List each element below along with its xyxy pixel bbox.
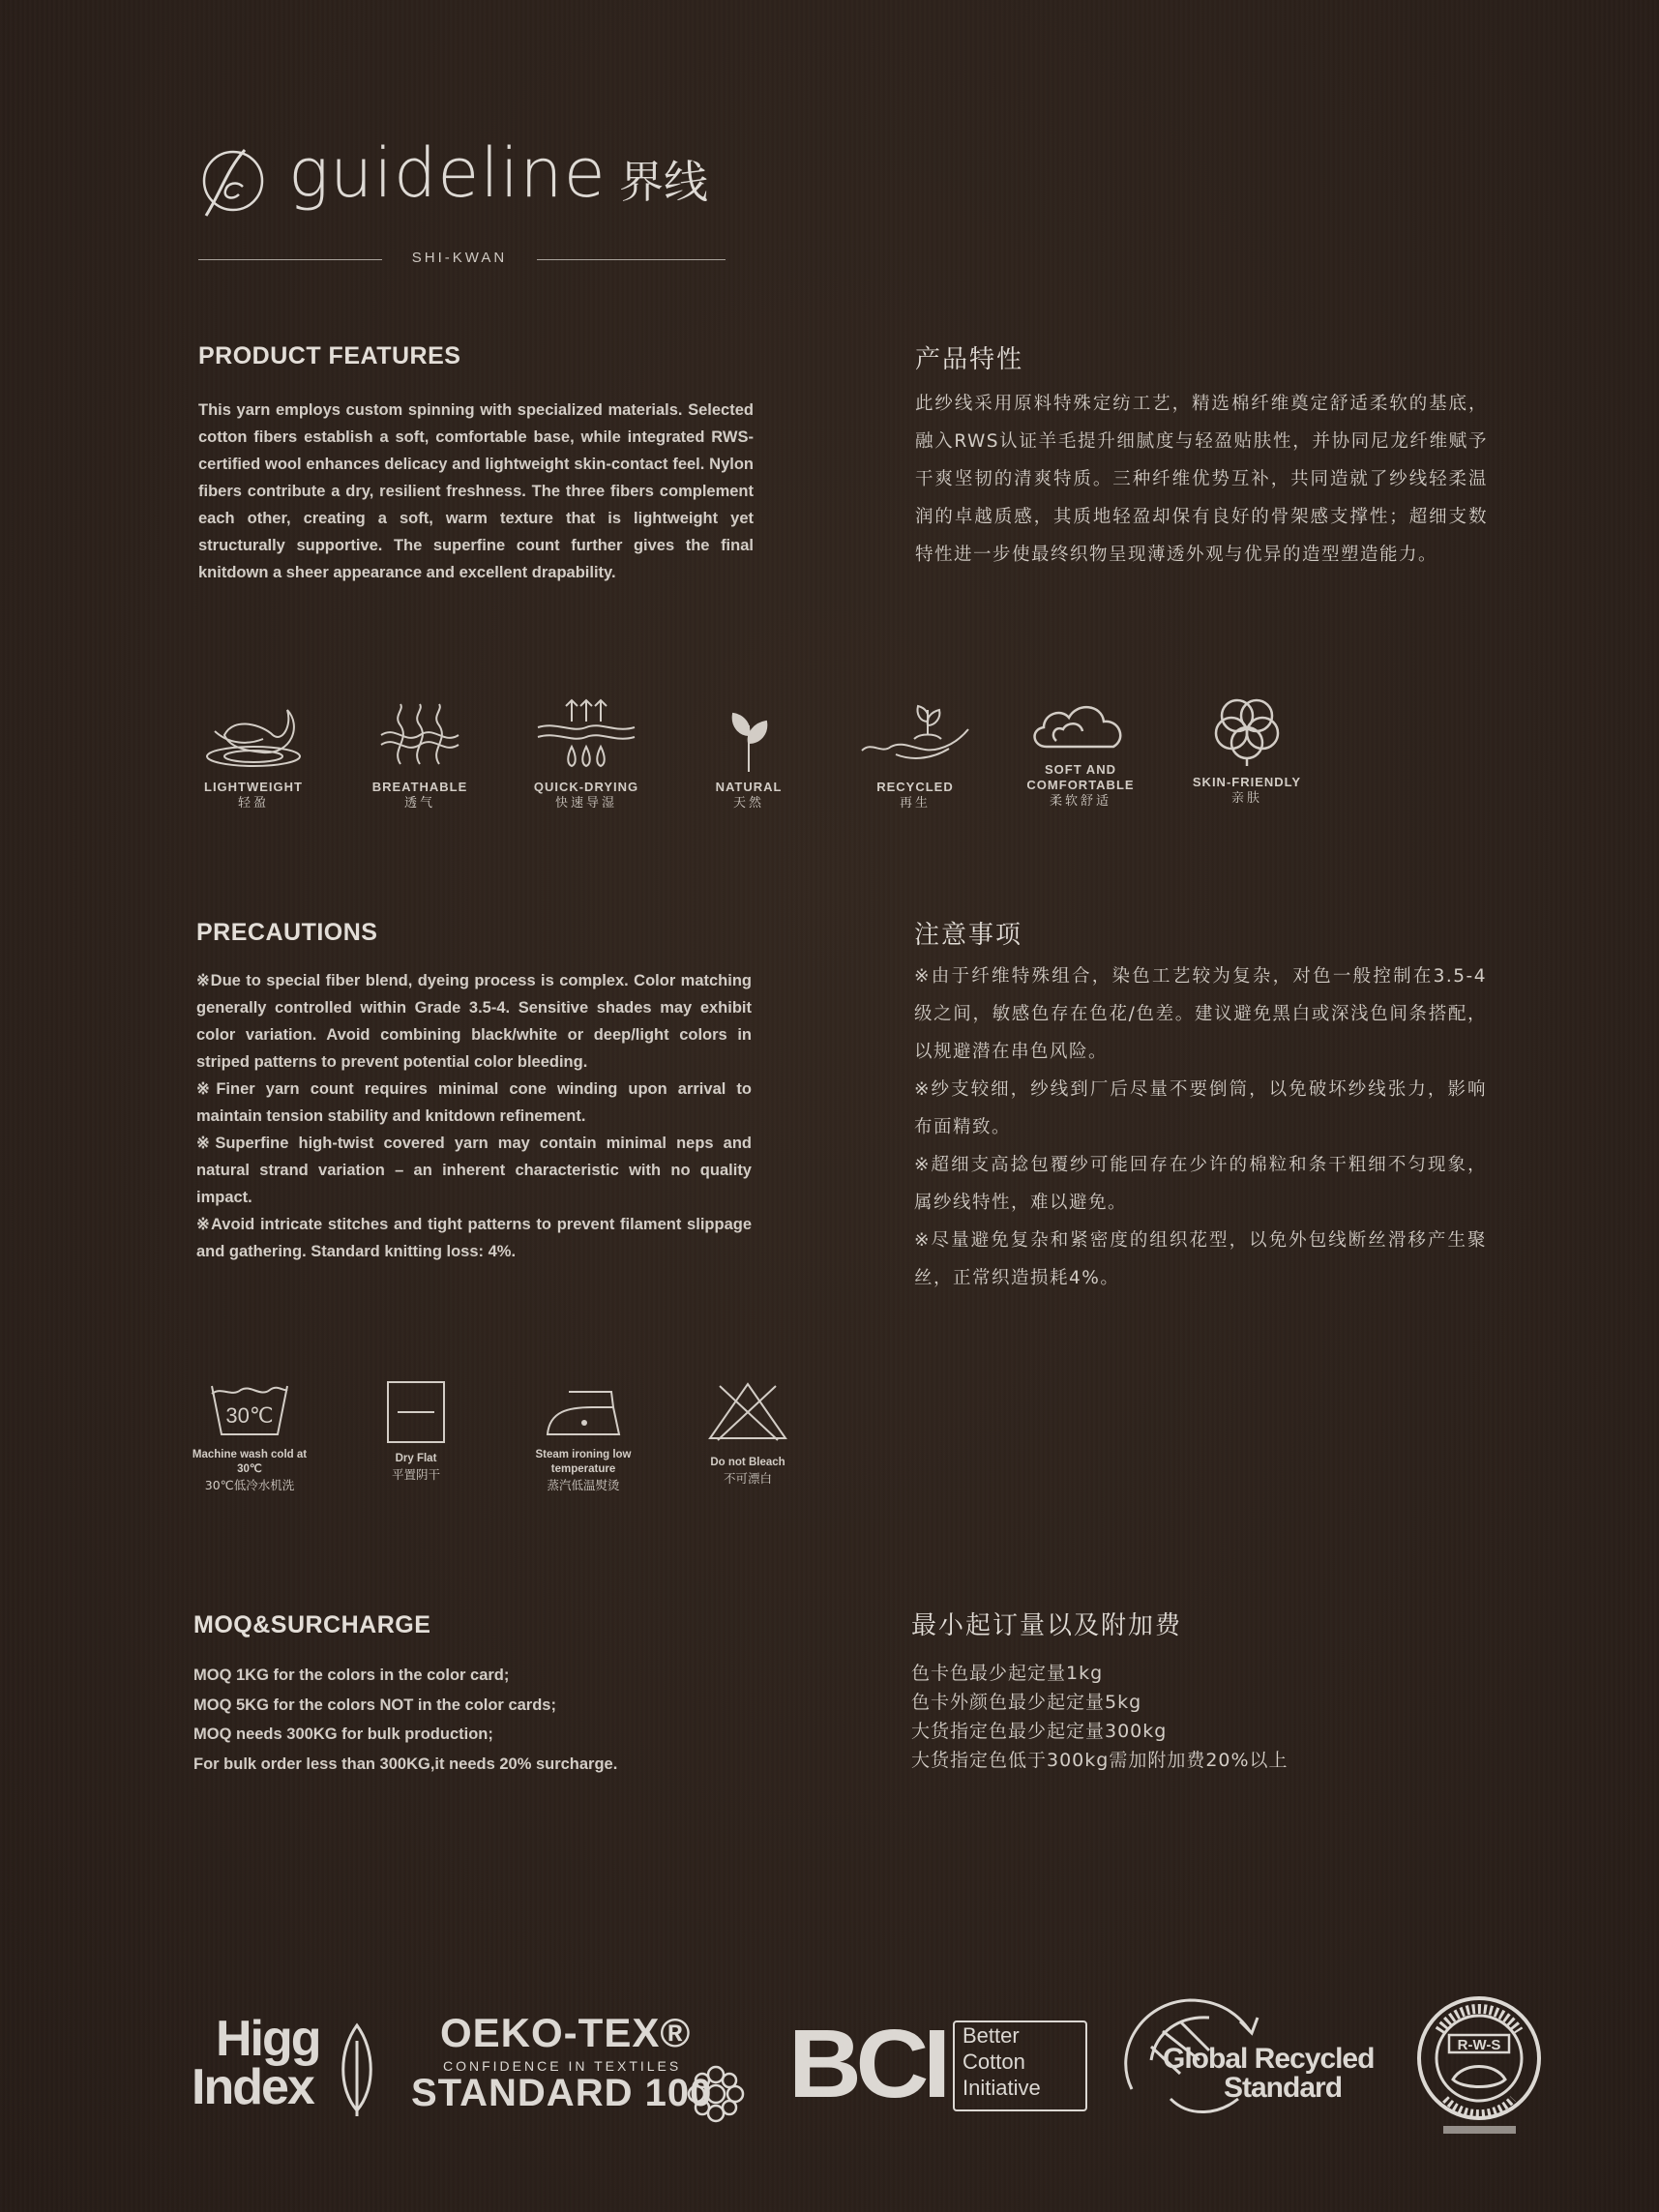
bci-box-line: Cotton bbox=[963, 2050, 1025, 2074]
divider-left bbox=[198, 259, 382, 260]
care-label: Steam ironing low temperature bbox=[535, 1449, 632, 1475]
iron-low-icon bbox=[540, 1378, 627, 1442]
soft-icon bbox=[1022, 696, 1139, 756]
feature-label: SOFT AND COMFORTABLE bbox=[1026, 762, 1135, 792]
bci-logo bbox=[788, 2010, 1079, 2118]
bci-box-line: Better bbox=[963, 2023, 1020, 2048]
moq-line-cn: 色卡外颜色最少起定量5kg bbox=[911, 1692, 1142, 1713]
feature-label: LIGHTWEIGHT bbox=[204, 780, 303, 794]
moq-line: MOQ 1KG for the colors in the color card; bbox=[193, 1666, 510, 1684]
product-features-title: PRODUCT FEATURES bbox=[198, 342, 461, 369]
moq-list-cn bbox=[911, 1659, 1492, 1775]
precaution-item-cn: ※由于纤维特殊组合，染色工艺较为复杂，对色一般控制在3.5-4级之间，敏感色存在色花/色差。建议避免黑白或深浅色间条搭配，以规避潜在串色风险。 bbox=[914, 966, 1487, 1062]
tagline: SHI-KWAN bbox=[411, 250, 508, 266]
bci-box-line: Initiative bbox=[963, 2076, 1041, 2100]
rws-seal-icon bbox=[1414, 1992, 1545, 2142]
bci-logo-box bbox=[953, 2020, 1087, 2111]
product-features-title-cn: 产品特性 bbox=[915, 345, 1024, 374]
feature-label-cn: 天然 bbox=[732, 796, 764, 811]
care-wash bbox=[182, 1378, 317, 1493]
product-features-text-cn: 此纱线采用原料特殊定纺工艺，精选棉纤维奠定舒适柔软的基底，融入RWS认证羊毛提升细腻度与轻盈贴肤性，并协同尼龙纤维赋予干爽坚韧的清爽特质。三种纤维优势互补，共同造就了纱线轻柔温润的卓越质感，其质地轻盈却保有良好的骨架感支撑性；超细支数特性进一步使最终织物呈现薄透外观与优异的造型塑造能力。 bbox=[915, 394, 1488, 565]
product-features-text: This yarn employs custom spinning with specialized materials. Selected cotton fibers establish a soft, comfortable base, while integrated RWS-certified wool enhances delicacy and lightweight skin-contact feel. Nylon fibers contribute a dry, resilient freshness. The three fibers complement each other, creating a soft, warm texture that is lightweight yet structurally supportive. The superfine count further gives the final knitdown a sheer appearance and excellent drapability. bbox=[198, 401, 754, 581]
feature-label-cn: 柔软舒适 bbox=[1049, 794, 1111, 809]
feature-lightweight bbox=[186, 696, 321, 812]
oeko-tex-logo bbox=[411, 2010, 755, 2126]
care-label: Dry Flat bbox=[395, 1453, 437, 1464]
oeko-logo-tagline: CONFIDENCE IN TEXTILES bbox=[443, 2058, 682, 2074]
lightweight-icon bbox=[195, 696, 311, 774]
moq-title: MOQ&SURCHARGE bbox=[193, 1611, 431, 1638]
precautions-title-cn: 注意事项 bbox=[914, 921, 1023, 950]
moq-line-cn: 大货指定色最少起定量300kg bbox=[911, 1721, 1168, 1742]
feature-natural bbox=[681, 696, 816, 812]
precautions-list-cn bbox=[914, 958, 1487, 1297]
feature-label: NATURAL bbox=[715, 780, 783, 794]
precautions-title: PRECAUTIONS bbox=[196, 919, 378, 946]
natural-icon bbox=[691, 696, 807, 774]
rws-logo-text: R-W-S bbox=[1457, 2037, 1501, 2053]
feature-quick-drying bbox=[518, 696, 654, 812]
divider-right bbox=[537, 259, 726, 260]
precaution-item: ※Avoid intricate stitches and tight patterns to prevent filament slippage and gathering. Standard knitting loss: 4%. bbox=[196, 1216, 752, 1260]
care-label-cn: 不可漂白 bbox=[723, 1471, 772, 1486]
no-bleach-icon bbox=[704, 1378, 791, 1442]
feature-recycled bbox=[847, 696, 983, 812]
care-label: Do not Bleach bbox=[710, 1457, 785, 1468]
precaution-item: ※Finer yarn count requires minimal cone winding upon arrival to maintain tension stability and knitdown refinement. bbox=[196, 1080, 752, 1125]
care-label: Machine wash cold at 30℃ bbox=[192, 1449, 308, 1475]
precaution-item: ※Superfine high-twist covered yarn may contain minimal neps and natural strand variation – an inherent characteristic with no quality impact. bbox=[196, 1135, 752, 1206]
moq-line: MOQ 5KG for the colors NOT in the color cards; bbox=[193, 1696, 556, 1714]
leaf-icon bbox=[337, 2021, 377, 2118]
higg-logo-text-2: Index bbox=[192, 2059, 313, 2115]
higg-logo-text: Higg bbox=[216, 2011, 320, 2067]
moq-line: For bulk order less than 300KG,it needs 20% surcharge. bbox=[193, 1755, 618, 1773]
feature-label: SKIN-FRIENDLY bbox=[1192, 775, 1302, 789]
quick-drying-icon bbox=[528, 696, 644, 774]
grs-logo-text: Global Recycled bbox=[1163, 2043, 1375, 2075]
bci-logo-text: BCI bbox=[788, 2010, 945, 2118]
feature-label-cn: 轻盈 bbox=[237, 796, 269, 811]
moq-line-cn: 色卡色最少起定量1kg bbox=[911, 1663, 1104, 1684]
precaution-item-cn: ※超细支高捻包覆纱可能回存在少许的棉粒和条干粗细不匀现象，属纱线特性，难以避免。 bbox=[914, 1155, 1487, 1213]
feature-label-cn: 再生 bbox=[899, 796, 931, 811]
brand-name: guideline bbox=[288, 133, 607, 213]
feature-label-cn: 快速导湿 bbox=[554, 796, 617, 811]
feature-skin-friendly bbox=[1179, 687, 1315, 808]
moq-list bbox=[193, 1661, 871, 1779]
guideline-logo-icon bbox=[198, 140, 271, 222]
feature-label-cn: 亲肤 bbox=[1230, 791, 1262, 806]
precautions-list bbox=[196, 967, 752, 1265]
rws-logo bbox=[1414, 1992, 1545, 2142]
precaution-item: ※Due to special fiber blend, dyeing process is complex. Color matching generally controlled within Grade 3.5-4. Sensitive shades may exhibit color variation. Avoid combining black/white or deep/light colors in striped patterns to prevent potential color bleeding. bbox=[196, 972, 752, 1071]
feature-label-cn: 透气 bbox=[403, 796, 435, 811]
feature-label: QUICK-DRYING bbox=[533, 780, 639, 794]
skin-friendly-icon bbox=[1189, 687, 1305, 769]
care-label-cn: 30℃低冷水机洗 bbox=[204, 1478, 295, 1492]
grs-logo-text-2: Standard bbox=[1224, 2072, 1343, 2104]
brand-name-cn: 界线 bbox=[619, 156, 708, 208]
svg-text:30℃: 30℃ bbox=[225, 1403, 274, 1428]
feature-label: BREATHABLE bbox=[371, 780, 468, 794]
feature-breathable bbox=[352, 696, 488, 812]
feature-label: RECYCLED bbox=[876, 780, 954, 794]
oeko-logo-text: OEKO-TEX® bbox=[440, 2010, 692, 2055]
precaution-item-cn: ※纱支较细，纱线到厂后尽量不要倒筒，以免破坏纱线张力，影响布面精致。 bbox=[914, 1079, 1487, 1137]
care-dry-flat bbox=[348, 1378, 484, 1483]
flower-icon bbox=[682, 2060, 750, 2128]
care-iron bbox=[516, 1378, 651, 1493]
moq-line: MOQ needs 300KG for bulk production; bbox=[193, 1725, 493, 1743]
care-no-bleach bbox=[680, 1378, 815, 1487]
dry-flat-icon bbox=[382, 1378, 450, 1446]
care-label-cn: 平置阴干 bbox=[391, 1467, 440, 1482]
global-recycled-standard-logo bbox=[1112, 1992, 1383, 2128]
feature-soft bbox=[1013, 696, 1148, 811]
breathable-icon bbox=[362, 696, 478, 774]
precaution-item-cn: ※尽量避免复杂和紧密度的组织花型，以免外包线断丝滑移产生聚丝，正常织造损耗4%。 bbox=[914, 1230, 1487, 1288]
higg-index-logo bbox=[192, 2011, 385, 2120]
wash-30-icon bbox=[206, 1378, 293, 1442]
recycled-icon bbox=[852, 696, 978, 774]
oeko-logo-standard: STANDARD 100 bbox=[411, 2072, 713, 2114]
moq-title-cn: 最小起订量以及附加费 bbox=[911, 1611, 1183, 1640]
moq-line-cn: 大货指定色低于300kg需加附加费20%以上 bbox=[911, 1750, 1289, 1771]
care-label-cn: 蒸汽低温熨烫 bbox=[547, 1478, 620, 1492]
